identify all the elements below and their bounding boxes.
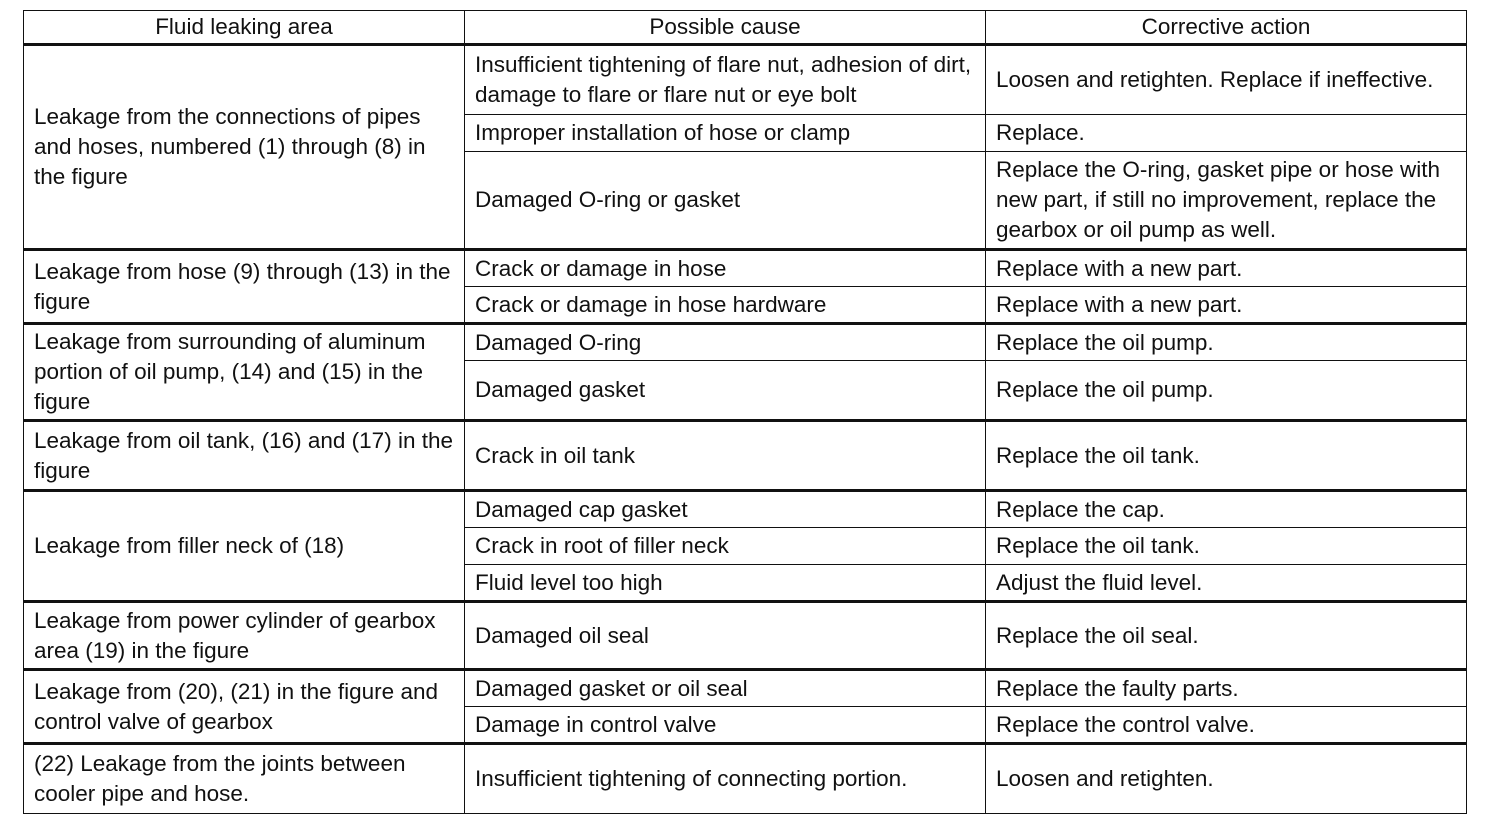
table-header — [24, 11, 1467, 45]
leak-group — [24, 670, 1467, 744]
leaking-area-cell: Leakage from hose (9) through (13) in the figure — [24, 250, 465, 324]
leak-group — [24, 324, 1467, 421]
leak-diagnosis-table-wrapper — [23, 10, 1466, 814]
corrective-action-cell: Replace the faulty parts. — [986, 670, 1467, 707]
leak-group — [24, 744, 1467, 814]
corrective-action-cell: Loosen and retighten. — [986, 744, 1467, 814]
possible-cause-cell: Damaged O-ring — [465, 324, 986, 361]
possible-cause-cell: Crack in oil tank — [465, 421, 986, 491]
header-row — [24, 11, 1467, 45]
leaking-area-cell: Leakage from the connections of pipes and hoses, numbered (1) through (8) in the figure — [24, 45, 465, 250]
leak-group — [24, 250, 1467, 324]
header-possible-cause: Possible cause — [465, 11, 986, 45]
corrective-action-cell: Adjust the fluid level. — [986, 565, 1467, 602]
corrective-action-cell: Replace the oil tank. — [986, 421, 1467, 491]
possible-cause-cell: Insufficient tightening of connecting portion. — [465, 744, 986, 814]
possible-cause-cell: Damaged oil seal — [465, 602, 986, 670]
possible-cause-cell: Damaged cap gasket — [465, 491, 986, 528]
corrective-action-cell: Replace the O-ring, gasket pipe or hose with new part, if still no improvement, replace the gearbox or oil pump as well. — [986, 152, 1467, 250]
leaking-area-cell: Leakage from surrounding of aluminum portion of oil pump, (14) and (15) in the figure — [24, 324, 465, 421]
table-row — [24, 250, 1467, 287]
corrective-action-cell: Replace the cap. — [986, 491, 1467, 528]
possible-cause-cell: Crack or damage in hose hardware — [465, 287, 986, 324]
table-row — [24, 421, 1467, 491]
corrective-action-cell: Replace with a new part. — [986, 250, 1467, 287]
corrective-action-cell: Replace the oil tank. — [986, 528, 1467, 565]
leak-group — [24, 421, 1467, 491]
leaking-area-cell: Leakage from oil tank, (16) and (17) in the figure — [24, 421, 465, 491]
leaking-area-cell: Leakage from power cylinder of gearbox area (19) in the figure — [24, 602, 465, 670]
leak-diagnosis-table — [23, 10, 1467, 814]
corrective-action-cell: Replace the oil pump. — [986, 324, 1467, 361]
possible-cause-cell: Fluid level too high — [465, 565, 986, 602]
possible-cause-cell: Damage in control valve — [465, 707, 986, 744]
corrective-action-cell: Replace with a new part. — [986, 287, 1467, 324]
corrective-action-cell: Replace. — [986, 115, 1467, 152]
leaking-area-cell: Leakage from (20), (21) in the figure and control valve of gearbox — [24, 670, 465, 744]
table-row — [24, 45, 1467, 115]
possible-cause-cell: Damaged gasket — [465, 361, 986, 421]
header-corrective-action: Corrective action — [986, 11, 1467, 45]
table-row — [24, 744, 1467, 814]
possible-cause-cell: Damaged gasket or oil seal — [465, 670, 986, 707]
corrective-action-cell: Loosen and retighten. Replace if ineffective. — [986, 45, 1467, 115]
leak-group — [24, 602, 1467, 670]
table-row — [24, 602, 1467, 670]
leaking-area-cell: Leakage from filler neck of (18) — [24, 491, 465, 602]
leak-group — [24, 45, 1467, 250]
table-row — [24, 670, 1467, 707]
possible-cause-cell: Insufficient tightening of flare nut, adhesion of dirt, damage to flare or flare nut or eye bolt — [465, 45, 986, 115]
leaking-area-cell: (22) Leakage from the joints between cooler pipe and hose. — [24, 744, 465, 814]
header-fluid-leaking-area: Fluid leaking area — [24, 11, 465, 45]
possible-cause-cell: Crack in root of filler neck — [465, 528, 986, 565]
possible-cause-cell: Damaged O-ring or gasket — [465, 152, 986, 250]
corrective-action-cell: Replace the oil pump. — [986, 361, 1467, 421]
leak-group — [24, 491, 1467, 602]
corrective-action-cell: Replace the control valve. — [986, 707, 1467, 744]
possible-cause-cell: Improper installation of hose or clamp — [465, 115, 986, 152]
corrective-action-cell: Replace the oil seal. — [986, 602, 1467, 670]
possible-cause-cell: Crack or damage in hose — [465, 250, 986, 287]
table-row — [24, 491, 1467, 528]
table-row — [24, 324, 1467, 361]
